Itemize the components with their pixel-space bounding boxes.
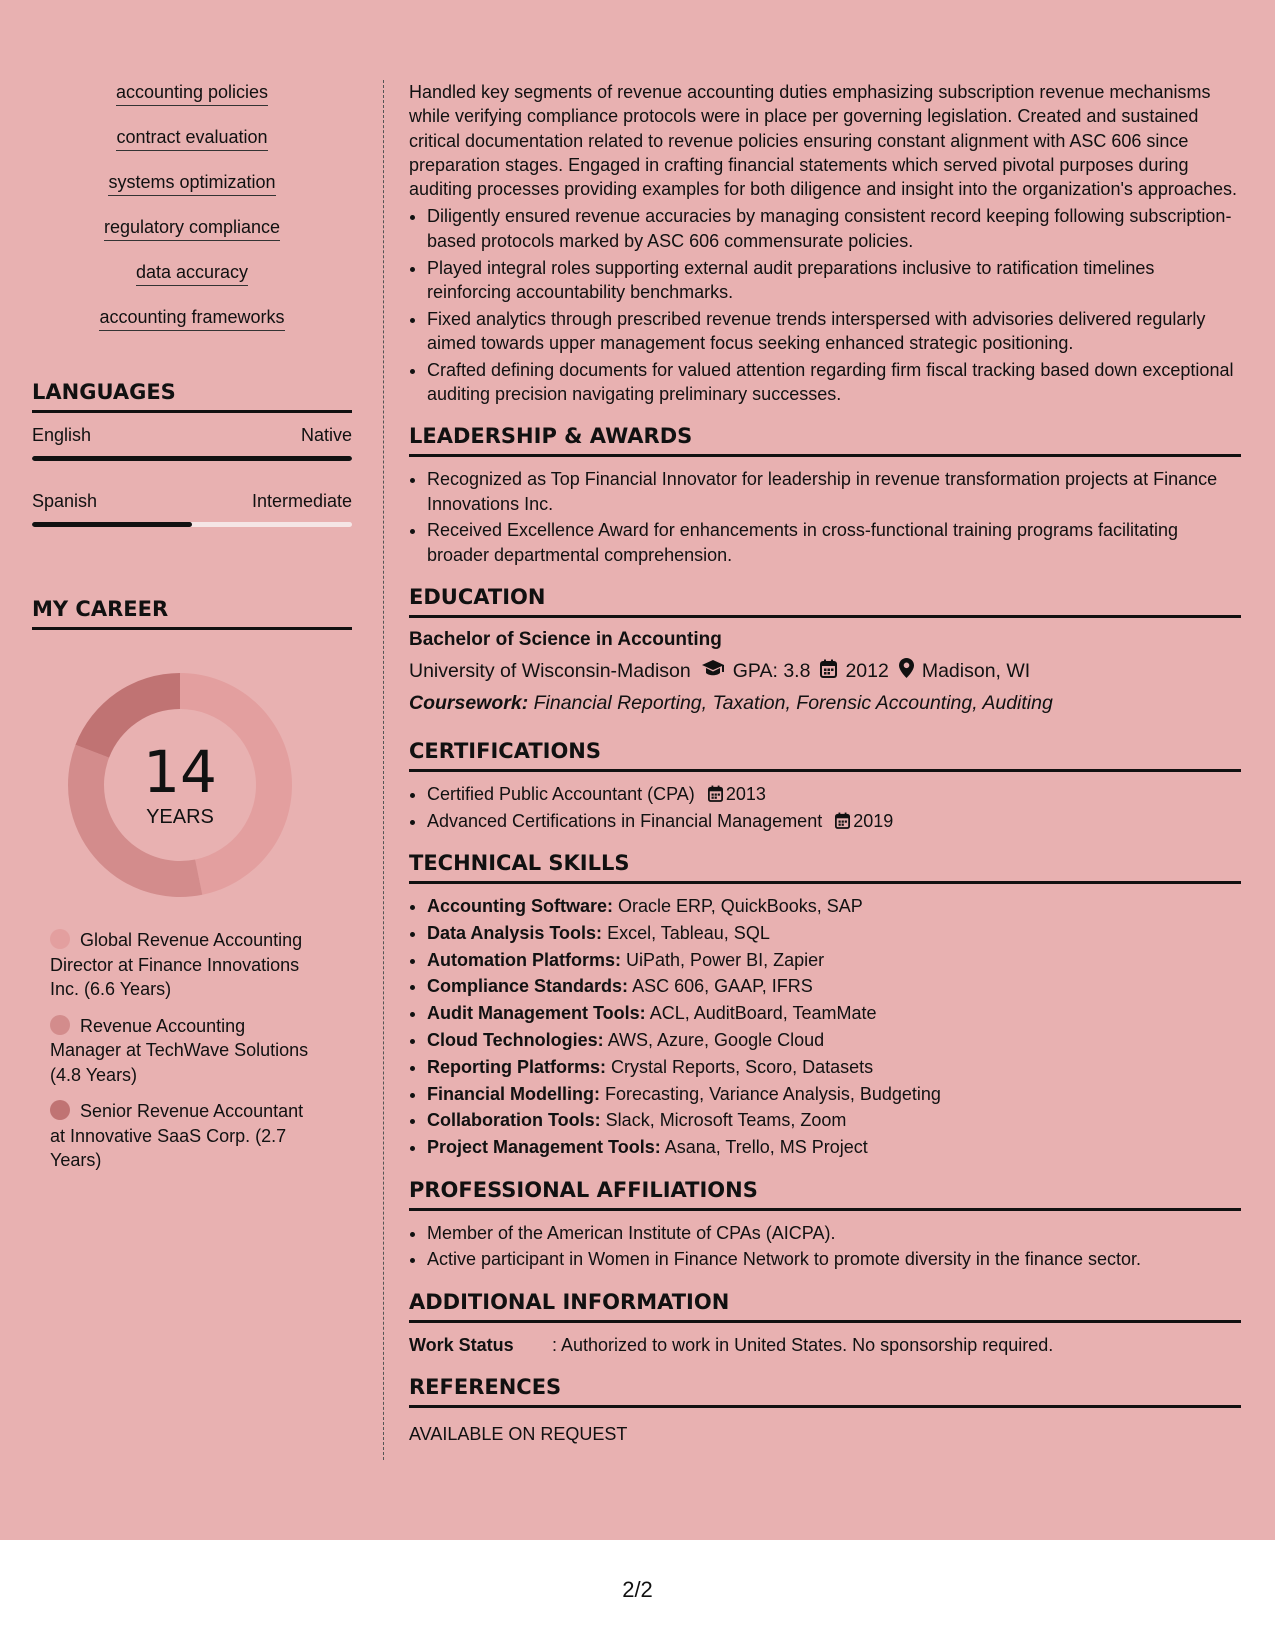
tech-skill-value: Oracle ERP, QuickBooks, SAP [618,896,863,917]
career-donut-chart [65,670,295,900]
tech-skill-item [427,1001,1241,1025]
experience-bullet: • Diligently ensured revenue accuracies by managing consistent record keeping following subscription-based protocols marked by ASC 606 commensurate policies. [427,204,1241,253]
tech-skill-value: Forecasting, Variance Analysis, Budgeting [605,1083,941,1104]
tech-skill-label: Automation Platforms: [427,949,622,970]
calendar-icon [708,785,723,802]
experience-bullet: • Fixed analytics through prescribed revenue trends interspersed with advisories delivered regularly aimed towards upper management focus seeking enhanced strategic positioning. [427,307,1241,356]
tech-skill-label: Project Management Tools: [427,1137,661,1158]
technical-skills-heading: TECHNICAL SKILLS [409,849,1241,884]
column-divider [383,80,384,1460]
tech-skill-label: Reporting Platforms: [427,1056,607,1077]
language-proficiency-bar [32,456,352,461]
tech-skill-item [427,921,1241,945]
right-column [409,80,1241,1446]
career-dot-icon [50,1100,70,1120]
tech-skill-value: ASC 606, GAAP, IFRS [632,976,813,997]
language-item [32,425,352,461]
career-item-text: Revenue Accounting Manager at TechWave Solutions (4.8 Years) [50,1015,309,1085]
references-text: AVAILABLE ON REQUEST [409,1423,628,1444]
tech-skill-item [427,974,1241,998]
language-proficiency-fill [32,522,192,527]
education-year: 2012 [845,660,889,683]
affiliation-item: • Active participant in Women in Finance Network to promote diversity in the finance sector. [427,1247,1241,1271]
tech-skill-label: Audit Management Tools: [427,1003,646,1024]
tech-skill-value: Crystal Reports, Scoro, Datasets [611,1056,874,1077]
calendar-icon [820,659,837,684]
certification-name: Certified Public Accountant (CPA) [427,783,695,804]
career-item-text: Global Revenue Accounting Director at Finance Innovations Inc. (6.6 Years) [50,930,303,999]
experience-bullet: • Crafted defining documents for valued attention regarding firm fiscal tracking based down exceptional auditing precision navigating preliminary successes. [427,358,1241,407]
affiliations-heading: PROFESSIONAL AFFILIATIONS [409,1176,1241,1211]
skill-tag: regulatory compliance [104,215,280,241]
tech-skill-value: AWS, Azure, Google Cloud [607,1030,825,1051]
tech-skill-label: Accounting Software: [427,896,614,917]
affiliation-item: • Member of the American Institute of CPAs (AICPA). [427,1221,1241,1245]
tech-skill-value: Slack, Microsoft Teams, Zoom [605,1110,847,1131]
page-footer [0,1540,1275,1650]
calendar-icon [835,812,850,829]
career-total-unit: YEARS [146,805,214,828]
coursework-value: Financial Reporting, Taxation, Forensic Accounting, Auditing [533,691,1053,714]
language-proficiency-fill [32,456,352,461]
career-item [50,1099,320,1173]
tech-skill-value: ACL, AuditBoard, TeamMate [649,1003,877,1024]
tech-skill-label: Financial Modelling: [427,1083,601,1104]
language-level: Intermediate [251,491,352,511]
references-section [409,1373,1241,1446]
certification-year: 2019 [853,810,894,831]
certifications-heading: CERTIFICATIONS [409,737,1241,772]
languages-section [32,380,352,527]
education-location: Madison, WI [921,660,1031,683]
tech-skill-item [427,1135,1241,1159]
work-status-row [409,1333,1241,1357]
career-dot-icon [50,1015,70,1035]
tech-skill-value: Asana, Trello, MS Project [664,1137,868,1158]
education-heading: EDUCATION [409,583,1241,618]
education-degree: Bachelor of Science in Accounting [409,629,722,651]
leadership-heading: LEADERSHIP & AWARDS [409,422,1241,457]
career-total-years: 14 [143,737,217,806]
language-proficiency-bar [32,522,352,527]
education-school: University of Wisconsin-Madison [409,660,691,683]
graduation-cap-icon [701,659,725,683]
language-level: Native [300,425,352,445]
career-item [50,928,320,1002]
education-section [409,583,1241,715]
language-name: Spanish [32,491,98,511]
tech-skill-value: Excel, Tableau, SQL [607,922,770,943]
tech-skill-item [427,1028,1241,1052]
experience-section [409,80,1241,406]
tech-skill-item [427,1055,1241,1079]
leadership-section [409,422,1241,567]
tech-skill-item [427,1108,1241,1132]
language-name: English [32,425,92,445]
leadership-item: • Received Excellence Award for enhancements in cross-functional training programs facilitating broader departmental comprehension. [427,518,1241,567]
page-number: 2/2 [622,1577,653,1602]
career-item [50,1014,320,1088]
experience-bullets [409,204,1241,406]
education-details [409,658,1241,684]
career-section [32,597,352,1173]
career-list [32,928,352,1173]
languages-heading: LANGUAGES [32,380,352,413]
education-gpa: GPA: 3.8 [732,660,811,683]
experience-summary: Handled key segments of revenue accounting duties emphasizing subscription revenue mechanisms while verifying compliance protocols were in place per governing legislation. Created and sustained critical documentation related to revenue policies ensuring constant alignment with ASC 606 since preparation stages. Engaged in crafting financial statements which served pivotal purposes during auditing processes providing examples for both diligence and insight into the organization's approaches. [409,82,1237,200]
additional-info-section [409,1288,1241,1357]
skill-tags [32,80,352,350]
skill-tag: accounting frameworks [99,305,284,331]
skill-tag: data accuracy [136,260,248,286]
tech-skill-item [427,1082,1241,1106]
tech-skill-label: Cloud Technologies: [427,1030,604,1051]
references-heading: REFERENCES [409,1373,1241,1408]
skill-tag: systems optimization [108,170,275,196]
experience-bullet: • Played integral roles supporting external audit preparations inclusive to ratification timelines reinforcing accountability benchmarks. [427,256,1241,305]
language-item [32,491,352,527]
tech-skill-label: Collaboration Tools: [427,1110,601,1131]
skill-tag: accounting policies [116,80,268,106]
certification-year: 2013 [725,783,766,804]
skill-tag: contract evaluation [116,125,267,151]
additional-info-heading: ADDITIONAL INFORMATION [409,1288,1241,1323]
career-heading: MY CAREER [32,597,352,630]
education-coursework [409,691,1241,715]
career-item-text: Senior Revenue Accountant at Innovative SaaS Corp. (2.7 Years) [50,1101,304,1170]
certification-item [427,809,1241,833]
affiliations-section [409,1176,1241,1272]
technical-skills-section [409,849,1241,1159]
tech-skill-item [427,948,1241,972]
location-pin-icon [899,658,914,684]
career-dot-icon [50,929,70,949]
tech-skill-label: Compliance Standards: [427,976,629,997]
certifications-section [409,737,1241,833]
tech-skill-label: Data Analysis Tools: [427,922,603,943]
tech-skill-item [427,894,1241,918]
leadership-item: • Recognized as Top Financial Innovator for leadership in revenue transformation projects at Finance Innovations Inc. [427,467,1241,516]
tech-skill-value: UiPath, Power BI, Zapier [626,949,825,970]
certification-name: Advanced Certifications in Financial Management [427,810,823,831]
work-status-label: Work Status [409,1334,514,1355]
certification-item [427,782,1241,806]
left-column [32,80,352,1185]
work-status-value: : Authorized to work in United States. No sponsorship required. [552,1334,1054,1355]
coursework-label: Coursework: [409,691,529,714]
